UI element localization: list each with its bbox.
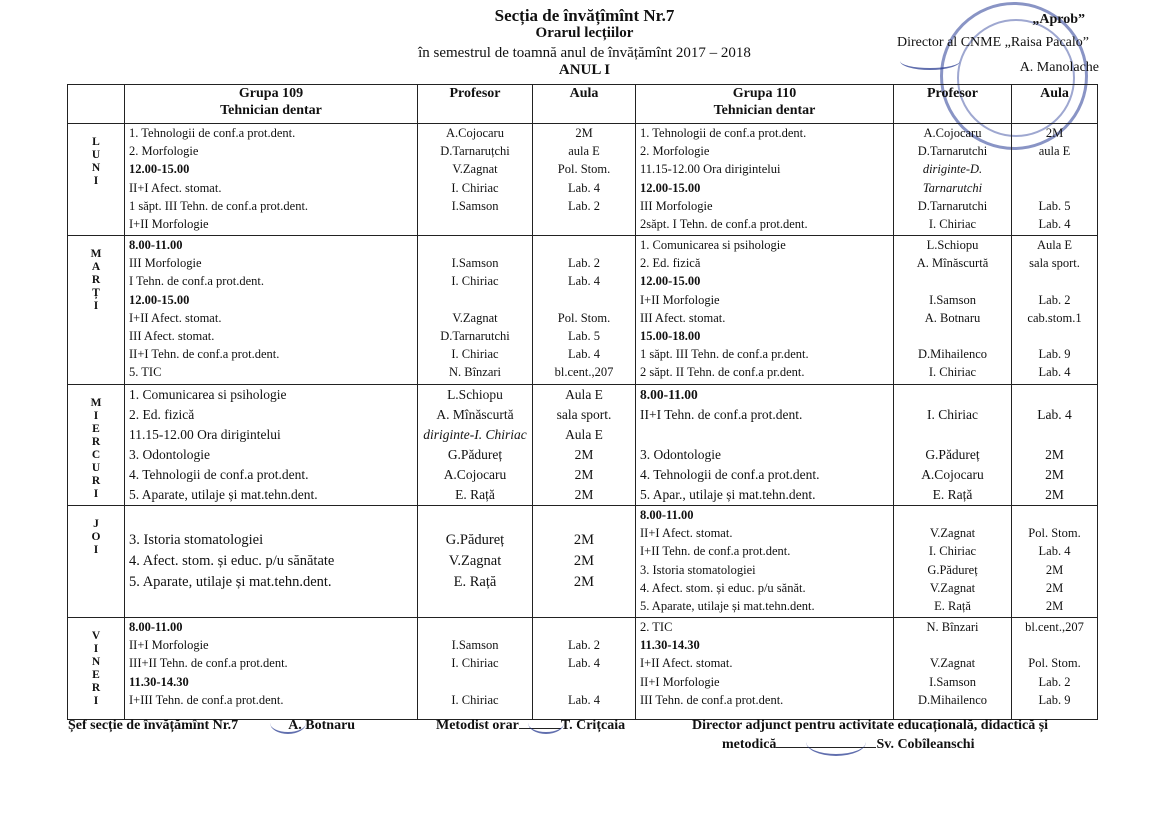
subject-line: III Morfologie xyxy=(640,198,713,213)
prof-header-2: Profesor xyxy=(894,85,1012,124)
room-line: Lab. 4 xyxy=(1038,544,1071,559)
professor-line: D.Tarnarutchi xyxy=(440,329,510,344)
g109-room-joi xyxy=(533,506,636,618)
subject-line: 5. Apar., utilaje și mat.tehn.dent. xyxy=(640,487,816,502)
professor-line xyxy=(418,291,532,309)
subject-line: 2. Ed. fizică xyxy=(129,407,195,422)
day-letter: Ț xyxy=(92,287,100,299)
subject-line: 12.00-15.00 xyxy=(640,180,701,195)
room-line: Lab. 5 xyxy=(1038,198,1071,213)
subject-line: 4. Tehnologii de conf.a prot.dent. xyxy=(129,467,309,482)
day-label-miercuri xyxy=(68,385,125,506)
professor-line: diriginte-D. xyxy=(922,162,983,177)
g109-professor-marti xyxy=(418,236,533,385)
approval-name: A. Manolache xyxy=(1019,60,1099,75)
professor-line: V.Zagnat xyxy=(448,553,502,569)
day-letter: O xyxy=(91,531,101,543)
g109-room-luni xyxy=(533,124,636,236)
room-line: 2M xyxy=(1045,447,1064,462)
professor-line: L.Schiopu xyxy=(926,238,979,252)
room-line: 2M xyxy=(1045,580,1064,595)
day-label-luni xyxy=(68,124,125,236)
day-letter: A xyxy=(91,261,101,273)
header-row xyxy=(68,85,1098,124)
room-line: Pol. Stom. xyxy=(557,162,611,177)
room-line: 2M xyxy=(573,553,595,569)
subject-line: 3. Istoria stomatologiei xyxy=(129,532,264,548)
subject-line: I+III Tehn. de conf.a prot.dent. xyxy=(129,692,284,707)
room-line: aula E xyxy=(568,144,600,159)
room-line: Lab. 4 xyxy=(1038,217,1071,232)
room-line: Lab. 4 xyxy=(568,274,600,289)
room-line: Aula E xyxy=(565,427,603,442)
subject-line: 1. Tehnologii de conf.a prot.dent. xyxy=(640,126,807,140)
head-name: A. Botnaru xyxy=(288,718,356,733)
day-letter: E xyxy=(92,669,100,681)
subject-line: 3. Istoria stomatologiei xyxy=(640,562,756,577)
group-109-header xyxy=(125,85,418,124)
professor-line xyxy=(418,618,532,636)
deputy-name: Sv. Cobîleanschi xyxy=(876,737,975,752)
footer-deputy-role: Director adjunct pentru activitate educațională, didactică și xyxy=(692,718,1049,733)
room-line: 2M xyxy=(1045,487,1064,502)
subject-line: 12.00-15.00 xyxy=(640,274,701,289)
subject-line: I+II Afect. stomat. xyxy=(640,656,733,671)
g109-room-marti xyxy=(533,236,636,385)
subject-line: II+I Tehn. de conf.a prot.dent. xyxy=(640,407,803,422)
subject-line: 15.00-18.00 xyxy=(640,329,701,344)
professor-line: L.Schiopu xyxy=(447,387,503,402)
room-line: 2M xyxy=(1045,126,1064,140)
subject-line: 5. Aparate, utilaje și mat.tehn.dent. xyxy=(129,487,318,502)
day-letter: J xyxy=(93,518,99,530)
professor-line: diriginte-I. Chiriac xyxy=(423,427,527,442)
subject-line: 11.30-14.30 xyxy=(129,674,189,689)
document-title: Secția de învățîmînt Nr.7 xyxy=(494,6,675,25)
g110-subject-miercuri xyxy=(636,385,894,506)
day-letter: R xyxy=(91,436,101,448)
subject-line: 4. Afect. stom. și educ. p/u sănăt. xyxy=(640,580,806,595)
g109-subject-luni xyxy=(125,124,418,236)
professor-line: I.Samson xyxy=(451,638,499,653)
professor-line: E. Rață xyxy=(934,599,971,614)
professor-line: E. Rață xyxy=(455,487,495,502)
professor-line xyxy=(418,236,532,254)
group-110-spec: Tehnician dentar xyxy=(713,103,816,118)
subject-line: III+II Tehn. de conf.a prot.dent. xyxy=(129,656,288,671)
subject-line: 3. Odontologie xyxy=(129,447,210,462)
professor-line xyxy=(894,327,1011,345)
room-line xyxy=(533,673,635,691)
subject-line: 4. Tehnologii de conf.a prot.dent. xyxy=(640,467,820,482)
professor-line xyxy=(894,506,1011,524)
g109-professor-joi xyxy=(418,506,533,618)
professor-line: I. Chiriac xyxy=(451,692,499,707)
room-line: 2M xyxy=(574,467,594,482)
day-letter: R xyxy=(91,682,101,694)
professor-line: V.Zagnat xyxy=(929,526,976,541)
subject-line: I+II Morfologie xyxy=(640,292,720,307)
head-role: Șef secție de învățămînt Nr.7 xyxy=(68,718,239,733)
room-line: bl.cent.,207 xyxy=(554,365,614,380)
day-letter: C xyxy=(91,449,101,461)
room-line xyxy=(1012,327,1097,345)
professor-line xyxy=(894,636,1011,654)
room-line: Lab. 4 xyxy=(568,347,600,362)
g110-professor-luni xyxy=(894,124,1012,236)
professor-line: I. Chiriac xyxy=(451,656,499,671)
room-line xyxy=(1012,272,1097,290)
professor-line xyxy=(894,385,1011,405)
group-109-label: Grupa 109 xyxy=(238,86,304,101)
professor-line: G.Pădureț xyxy=(447,447,503,462)
g110-professor-vineri xyxy=(894,618,1012,720)
subject-line: 2 săpt. II Tehn. de conf.a pr.dent. xyxy=(640,365,805,380)
subject-line: 2. Morfologie xyxy=(640,144,710,159)
approval-word: „Aprob” xyxy=(1032,12,1085,27)
day-letter: R xyxy=(91,475,101,487)
day-label-marti xyxy=(68,236,125,385)
g110-room-vineri xyxy=(1012,618,1098,720)
room-line: 2M xyxy=(1045,599,1064,614)
group-109-spec: Tehnician dentar xyxy=(220,103,322,118)
professor-line: A. Mînăscurtă xyxy=(436,407,514,422)
g110-professor-joi xyxy=(894,506,1012,618)
room-line: bl.cent.,207 xyxy=(1025,620,1084,634)
room-line: Lab. 4 xyxy=(568,692,600,707)
day-header xyxy=(68,85,125,124)
professor-line: D.Mihailenco xyxy=(917,692,988,707)
day-letter: I xyxy=(93,544,99,556)
room-line: 2M xyxy=(574,447,594,462)
room-line xyxy=(1012,636,1097,654)
subject-line: I+II Afect. stomat. xyxy=(129,310,222,325)
professor-line: G.Pădureț xyxy=(927,562,978,577)
room-line: aula E xyxy=(1038,144,1071,159)
day-letter: V xyxy=(91,630,101,642)
room-line xyxy=(1012,160,1097,178)
g109-subject-vineri xyxy=(125,618,418,720)
subject-line: II+I Afect. stomat. xyxy=(640,526,733,541)
subject-line: 12.00-15.00 xyxy=(129,292,190,307)
methodist-name: T. Crițcaia xyxy=(560,718,626,733)
room-line: Pol. Stom. xyxy=(1028,656,1081,671)
subject-line: 8.00-11.00 xyxy=(129,238,183,252)
day-letter: I xyxy=(93,643,99,655)
professor-line: I.Samson xyxy=(929,674,976,689)
professor-line: V.Zagnat xyxy=(929,580,976,595)
room-line: 2M xyxy=(573,532,595,548)
study-year: ANUL I xyxy=(558,62,611,78)
subject-line: III Afect. stomat. xyxy=(640,310,726,325)
day-letter: I xyxy=(93,410,99,422)
day-letter: I xyxy=(93,175,99,187)
day-letter: U xyxy=(91,462,101,474)
room-line xyxy=(1012,179,1097,197)
professor-line: I. Chiriac xyxy=(451,347,499,362)
professor-line: I. Chiriac xyxy=(451,274,499,289)
g110-room-luni xyxy=(1012,124,1098,236)
subject-line: 1. Comunicarea si psihologie xyxy=(129,387,287,402)
document-subtitle: Orarul lecțiilor xyxy=(535,25,634,41)
subject-line: II+I Tehn. de conf.a prot.dent. xyxy=(129,347,280,362)
professor-line: A. Mînăscurtă xyxy=(916,256,989,271)
room-line: Pol. Stom. xyxy=(1028,526,1081,541)
subject-line xyxy=(640,425,893,445)
room-line: Lab. 5 xyxy=(568,329,600,344)
day-label-joi xyxy=(68,506,125,618)
room-line xyxy=(533,236,635,254)
professor-line: V.Zagnat xyxy=(452,310,498,325)
approval-role: Director al CNME „Raisa Pacalo” xyxy=(896,35,1089,50)
subject-line: II+I Afect. stomat. xyxy=(129,180,222,195)
room-line: Lab. 9 xyxy=(1038,692,1071,707)
professor-line: I. Chiriac xyxy=(927,407,978,422)
head-signature xyxy=(270,712,306,734)
group-110-label: Grupa 110 xyxy=(732,86,797,101)
room-line xyxy=(533,291,635,309)
room-line: Aula E xyxy=(565,387,603,402)
prof-header-1: Profesor xyxy=(418,85,533,124)
g110-room-joi xyxy=(1012,506,1098,618)
methodist-signature xyxy=(528,712,564,734)
room-line: Lab. 4 xyxy=(1037,407,1072,422)
day-letter: E xyxy=(92,423,100,435)
subject-line: 2. TIC xyxy=(640,620,673,634)
subject-line: 1 săpt. III Tehn. de conf.a pr.dent. xyxy=(640,347,809,362)
g110-professor-miercuri xyxy=(894,385,1012,506)
room-line xyxy=(1012,385,1097,405)
subject-line: I Tehn. de conf.a prot.dent. xyxy=(129,274,264,289)
professor-line: I.Samson xyxy=(451,198,499,213)
professor-line: A.Cojocaru xyxy=(923,126,982,140)
room-line: Lab. 2 xyxy=(1038,292,1071,307)
room-line: sala sport. xyxy=(556,407,612,422)
day-row-joi xyxy=(68,506,1098,618)
g109-subject-marti xyxy=(125,236,418,385)
subject-line: 11.15-12.00 Ora dirigintelui xyxy=(129,427,281,442)
g110-subject-vineri xyxy=(636,618,894,720)
room-line: 2M xyxy=(1045,467,1064,482)
professor-line xyxy=(894,425,1011,445)
professor-line: D.Tarnarutchi xyxy=(917,198,988,213)
room-line: cab.stom.1 xyxy=(1027,310,1082,325)
room-header-1: Aula xyxy=(533,85,636,124)
day-row-miercuri xyxy=(68,385,1098,506)
room-line: Lab. 4 xyxy=(568,656,600,671)
professor-line xyxy=(418,673,532,691)
professor-line: A.Cojocaru xyxy=(446,126,504,140)
subject-line: I+II Tehn. de conf.a prot.dent. xyxy=(640,544,791,559)
subject-line: III Morfologie xyxy=(129,256,202,271)
room-line: Pol. Stom. xyxy=(557,310,611,325)
professor-line xyxy=(894,272,1011,290)
subject-line: III Tehn. de conf.a prot.dent. xyxy=(640,692,784,707)
subject-line: 1. Tehnologii de conf.a prot.dent. xyxy=(129,126,296,140)
subject-line: 2. Ed. fizică xyxy=(640,256,701,271)
g109-professor-vineri xyxy=(418,618,533,720)
day-letter: N xyxy=(91,162,101,174)
room-line xyxy=(1012,506,1097,524)
day-letter: M xyxy=(90,397,102,409)
methodist-role: Metodist orar xyxy=(436,718,519,733)
professor-line: A.Cojocaru xyxy=(921,467,984,482)
g110-room-marti xyxy=(1012,236,1098,385)
g109-subject-miercuri xyxy=(125,385,418,506)
g110-room-miercuri xyxy=(1012,385,1098,506)
day-letter: M xyxy=(90,248,102,260)
professor-line: I.Samson xyxy=(451,256,499,271)
day-letter: L xyxy=(92,136,100,148)
subject-line: 8.00-11.00 xyxy=(129,620,183,634)
room-line: 2M xyxy=(1045,562,1064,577)
subject-line: I+II Morfologie xyxy=(129,217,209,232)
g109-room-miercuri xyxy=(533,385,636,506)
room-line: 2M xyxy=(574,487,594,502)
room-line: Lab. 4 xyxy=(1038,365,1071,380)
subject-line: 5. Aparate, utilaje și mat.tehn.dent. xyxy=(129,574,332,590)
room-line: Lab. 2 xyxy=(568,256,600,271)
day-row-vineri xyxy=(68,618,1098,720)
subject-line: 8.00-11.00 xyxy=(640,508,694,522)
professor-line: V.Zagnat xyxy=(452,162,498,177)
professor-line: D.Tarnaruțchi xyxy=(440,144,510,159)
schedule-table xyxy=(67,84,1098,720)
professor-line: I.Samson xyxy=(929,292,976,307)
g110-subject-joi xyxy=(636,506,894,618)
group-110-header xyxy=(636,85,894,124)
professor-line: I. Chiriac xyxy=(928,544,977,559)
professor-line: G.Pădureț xyxy=(925,447,980,462)
day-letter: I xyxy=(93,488,99,500)
approval-signature xyxy=(900,52,960,70)
day-letter: I xyxy=(93,300,99,312)
professor-line: A.Cojocaru xyxy=(443,467,507,482)
professor-line: E. Rață xyxy=(453,574,497,590)
professor-line: V.Zagnat xyxy=(929,656,976,671)
room-line: Lab. 9 xyxy=(1038,347,1071,362)
professor-line: Tarnarutchi xyxy=(922,180,983,195)
professor-line: E. Rață xyxy=(932,487,973,502)
professor-line xyxy=(418,215,532,233)
professor-line: I. Chiriac xyxy=(928,365,977,380)
deputy-role-2: metodică xyxy=(722,737,777,752)
room-line: 2M xyxy=(573,574,595,590)
subject-line: II+I Morfologie xyxy=(129,638,209,653)
professor-line: I. Chiriac xyxy=(928,217,977,232)
footer-head-of-section xyxy=(68,718,355,734)
professor-line: D.Tarnarutchi xyxy=(917,144,988,159)
day-letter: I xyxy=(93,695,99,707)
subject-line: 8.00-11.00 xyxy=(640,387,698,402)
day-label-vineri xyxy=(68,618,125,720)
room-header-2: Aula xyxy=(1012,85,1098,124)
professor-line: N. Bînzari xyxy=(926,620,979,634)
g109-subject-joi xyxy=(125,506,418,618)
room-line xyxy=(533,618,635,636)
professor-line: G.Pădureț xyxy=(445,532,505,548)
g109-room-vineri xyxy=(533,618,636,720)
professor-line: I. Chiriac xyxy=(451,180,499,195)
professor-line: A. Botnaru xyxy=(924,310,981,325)
day-row-luni xyxy=(68,124,1098,236)
day-letter: U xyxy=(91,149,101,161)
semester-line: în semestrul de toamnă anul de învățămînt 2017 – 2018 xyxy=(418,45,751,61)
subject-line: III Afect. stomat. xyxy=(129,329,215,344)
room-line: Lab. 4 xyxy=(568,180,600,195)
room-line: 2M xyxy=(575,126,593,140)
subject-line: 2săpt. I Tehn. de conf.a prot.dent. xyxy=(640,217,808,232)
professor-line: D.Mihailenco xyxy=(917,347,988,362)
subject-line: II+I Morfologie xyxy=(640,674,720,689)
room-line: Lab. 2 xyxy=(1038,674,1071,689)
subject-line: 5. Aparate, utilaje și mat.tehn.dent. xyxy=(640,599,815,614)
g110-professor-marti xyxy=(894,236,1012,385)
g110-subject-marti xyxy=(636,236,894,385)
subject-line: 1. Comunicarea si psihologie xyxy=(640,238,786,252)
room-line xyxy=(1012,425,1097,445)
g109-professor-luni xyxy=(418,124,533,236)
professor-line: N. Bînzari xyxy=(448,365,502,380)
day-letter: R xyxy=(91,274,101,286)
subject-line: 11.15-12.00 Ora dirigintelui xyxy=(640,162,781,177)
subject-line: 2. Morfologie xyxy=(129,144,199,159)
day-row-marti xyxy=(68,236,1098,385)
g109-professor-miercuri xyxy=(418,385,533,506)
subject-line: 1 săpt. III Tehn. de conf.a prot.dent. xyxy=(129,198,309,213)
day-letter: N xyxy=(91,656,101,668)
room-line: Lab. 2 xyxy=(568,198,600,213)
room-line: Lab. 2 xyxy=(568,638,600,653)
subject-line: 12.00-15.00 xyxy=(129,162,190,177)
g110-subject-luni xyxy=(636,124,894,236)
deputy-signature xyxy=(806,728,866,756)
subject-line: 4. Afect. stom. și educ. p/u sănătate xyxy=(129,553,335,569)
room-line: Aula E xyxy=(1036,238,1073,252)
room-line xyxy=(533,215,635,233)
subject-line: 5. TIC xyxy=(129,365,162,380)
subject-line: 3. Odontologie xyxy=(640,447,721,462)
subject-line: 11.30-14.30 xyxy=(640,638,700,653)
room-line: sala sport. xyxy=(1029,256,1080,271)
